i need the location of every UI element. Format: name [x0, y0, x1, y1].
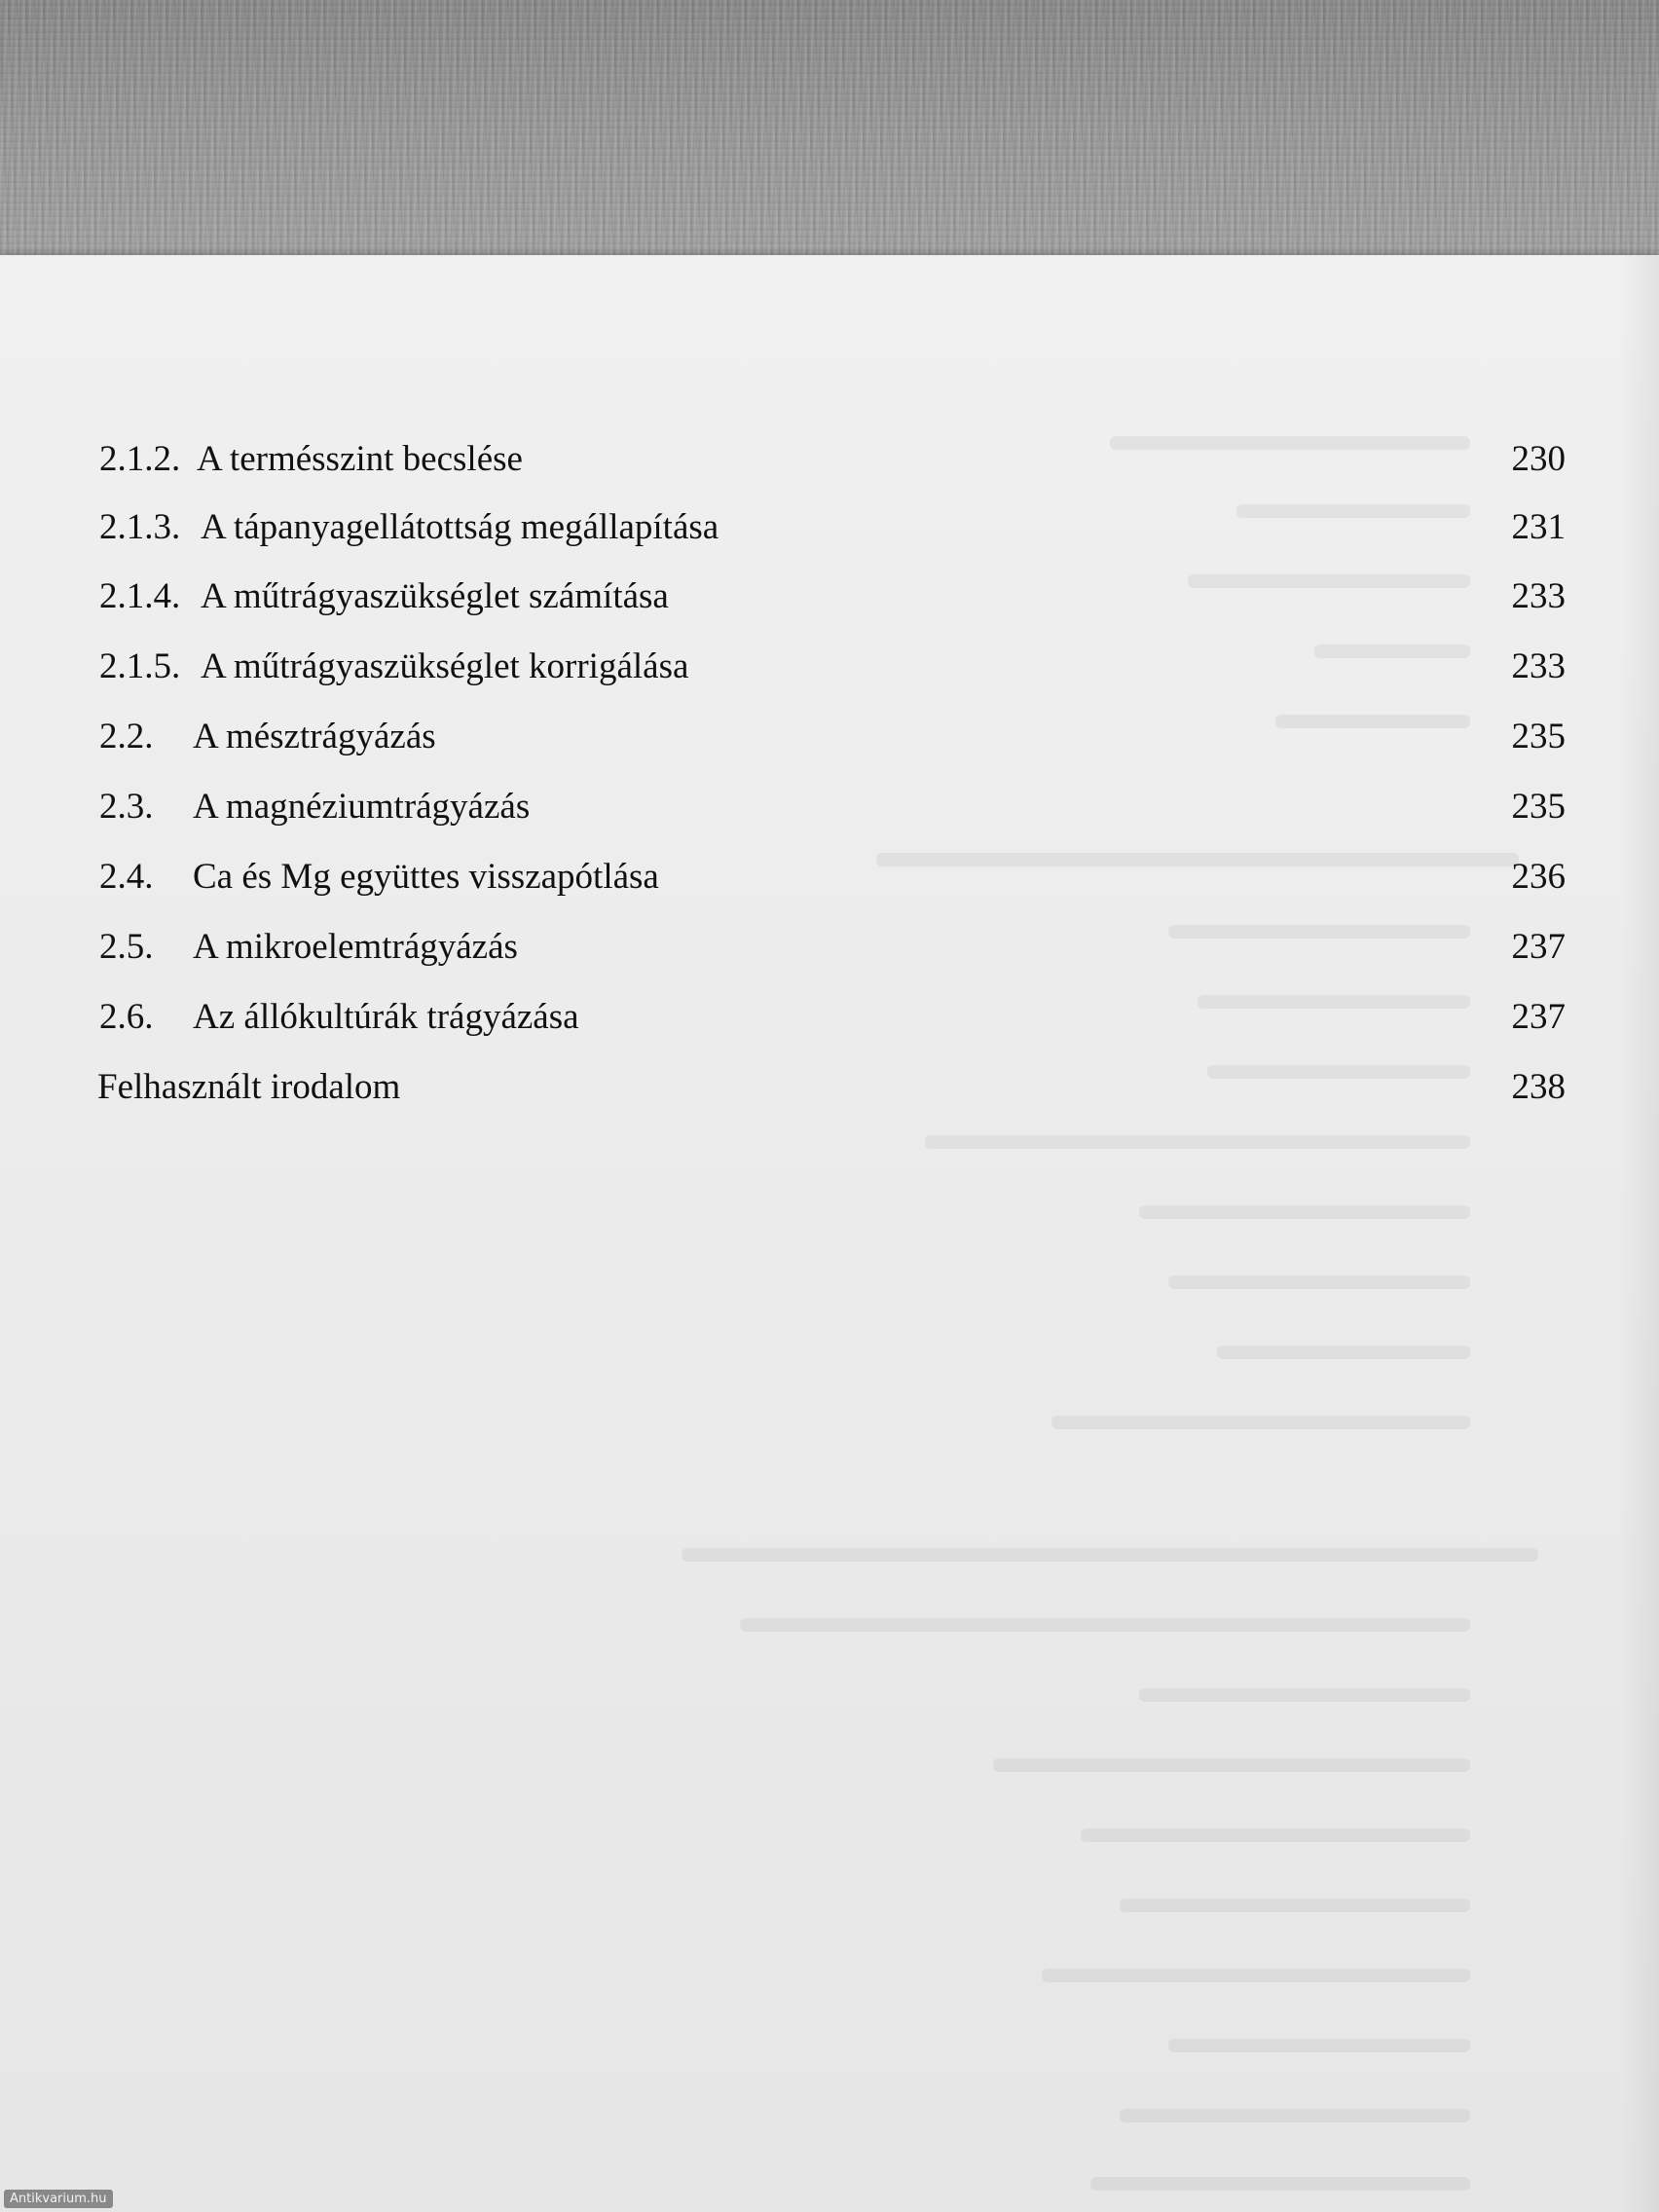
toc-entry-title: Felhasznált irodalom — [97, 1067, 401, 1107]
toc-entry — [0, 708, 1659, 766]
toc-entry-title: A műtrágyaszükséglet korrigálása — [201, 646, 689, 686]
toc-entry-number: 2.5. — [99, 927, 154, 967]
toc-entry-title: A tápanyagellátottság megállapítása — [201, 507, 719, 547]
toc-entry-page: 235 — [1511, 787, 1566, 827]
toc-entry-number: 2.1.5. — [99, 646, 181, 686]
toc-entry — [0, 568, 1659, 626]
toc-entry-number: 2.1.3. — [99, 507, 181, 547]
toc-entry-number: 2.1.2. — [99, 439, 181, 479]
toc-entry-number: 2.6. — [99, 997, 154, 1037]
toc-entry-page: 231 — [1511, 507, 1566, 547]
toc-entry-page: 237 — [1511, 997, 1566, 1037]
toc-entry — [0, 430, 1659, 489]
site-watermark: Antikvarium.hu — [4, 2190, 113, 2208]
toc-entry — [0, 988, 1659, 1047]
toc-entry-page: 233 — [1511, 646, 1566, 686]
toc-entry-number: 2.2. — [99, 717, 154, 756]
toc-entry-page: 238 — [1511, 1067, 1566, 1107]
toc-entry-page: 235 — [1511, 717, 1566, 756]
toc-entry — [0, 638, 1659, 696]
toc-entry — [0, 778, 1659, 836]
toc-entry-title: A műtrágyaszükséglet számítása — [201, 576, 669, 616]
toc-entry — [0, 1058, 1659, 1117]
toc-entry-page: 236 — [1511, 857, 1566, 897]
toc-entry-title: Ca és Mg együttes visszapótlása — [193, 857, 659, 897]
toc-entry-page: 233 — [1511, 576, 1566, 616]
toc-entry-number: 2.1.4. — [99, 576, 181, 616]
toc-entry-number: 2.4. — [99, 857, 154, 897]
toc-entry-number: 2.3. — [99, 787, 154, 827]
toc-entry-title: A mikroelemtrágyázás — [193, 927, 518, 967]
toc-entry — [0, 848, 1659, 906]
toc-entry — [0, 498, 1659, 557]
toc-entry-page: 237 — [1511, 927, 1566, 967]
toc-entry-page: 230 — [1511, 439, 1566, 479]
toc-entry-title: Az állókultúrák trágyázása — [193, 997, 579, 1037]
toc-entry — [0, 918, 1659, 977]
toc-entry-title: A termésszint becslése — [197, 439, 523, 479]
toc-entry-title: A mésztrágyázás — [193, 717, 436, 756]
toc-entry-title: A magnéziumtrágyázás — [193, 787, 531, 827]
